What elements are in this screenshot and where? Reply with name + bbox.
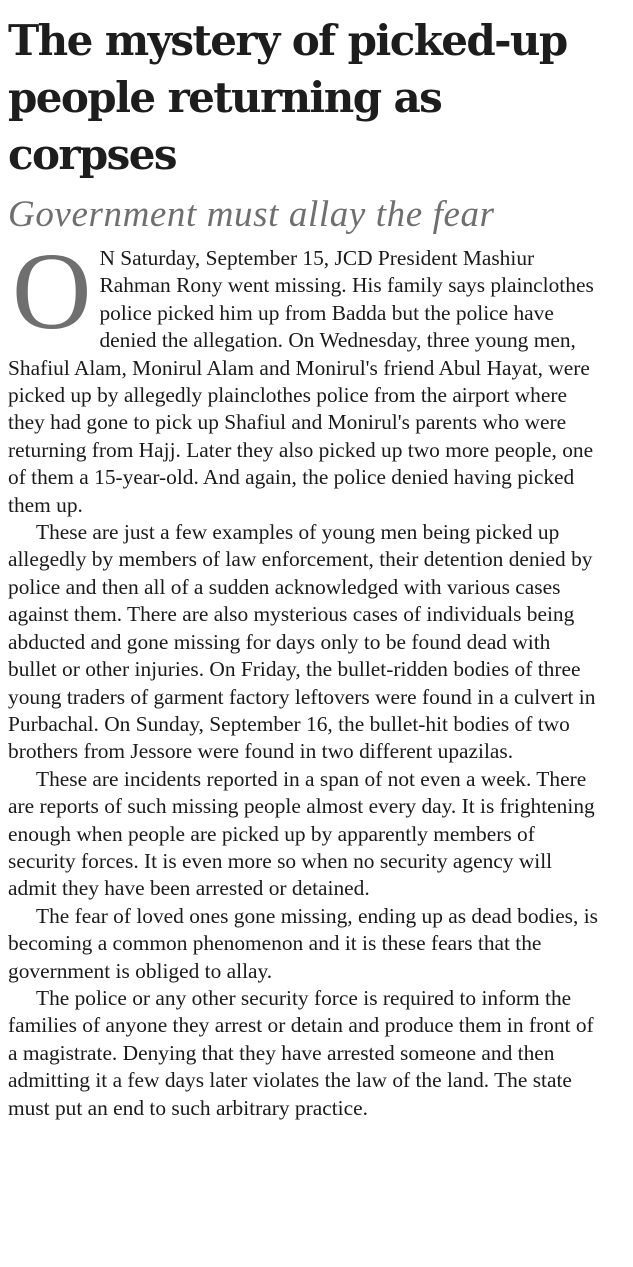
headline-line-2: people returning as corpses [8, 73, 442, 179]
headline [8, 12, 598, 183]
paragraph-2: These are just a few examples of young men being picked up allegedly by members of law enforcement, their detention denied by police and then all of a sudden acknowledged with various cases against them. There are also mysterious cases of individuals being abducted and gone missing for days only to be found dead with bullet or other injuries. On Friday, the bullet-ridden bodies of three young traders of garment factory leftovers were found in a culvert in Purbachal. On Sunday, September 16, the bullet-hit bodies of two brothers from Jessore were found in two different upazilas. [8, 520, 596, 764]
paragraph-3: These are incidents reported in a span of not even a week. There are reports of such missing people almost every day. It is frightening enough when people are picked up by apparently members of security forces. It is even more so when no security agency will admit they have been arrested or detained. [8, 766, 595, 901]
subheadline: Government must allay the fear [8, 194, 495, 235]
drop-cap: O [12, 230, 92, 352]
editorial-article [8, 12, 598, 1122]
paragraph-4: The fear of loved ones gone missing, ending up as dead bodies, is becoming a common phenomenon and it is these fears that the government is obliged to allay. [8, 903, 598, 983]
paragraph-1 [8, 230, 598, 519]
paragraph-1-text: N Saturday, September 15, JCD President Mashiur Rahman Rony went missing. His family says plainclothes police picked him up from Badda but the police have denied the allegation. On Wednesday, three young men, Shafiul Alam, Monirul Alam and Monirul's friend Abul Hayat, were picked up by allegedly plainclothes police from the airport where they had gone to pick up Shafiul and Monirul's parents who were returning from Hajj. Later they also picked up two more people, one of them a 15-year-old. And again, the police denied having picked them up. [8, 246, 594, 517]
paragraph-5: The police or any other security force is required to inform the families of anyone they arrest or detain and produce them in front of a magistrate. Denying that they have arrested someone and then admitting it a few days later violates the law of the land. The state must put an end to such arbitrary practice. [8, 985, 594, 1120]
article-body [8, 230, 598, 1122]
headline-line-1: The mystery of picked-up [8, 16, 567, 65]
